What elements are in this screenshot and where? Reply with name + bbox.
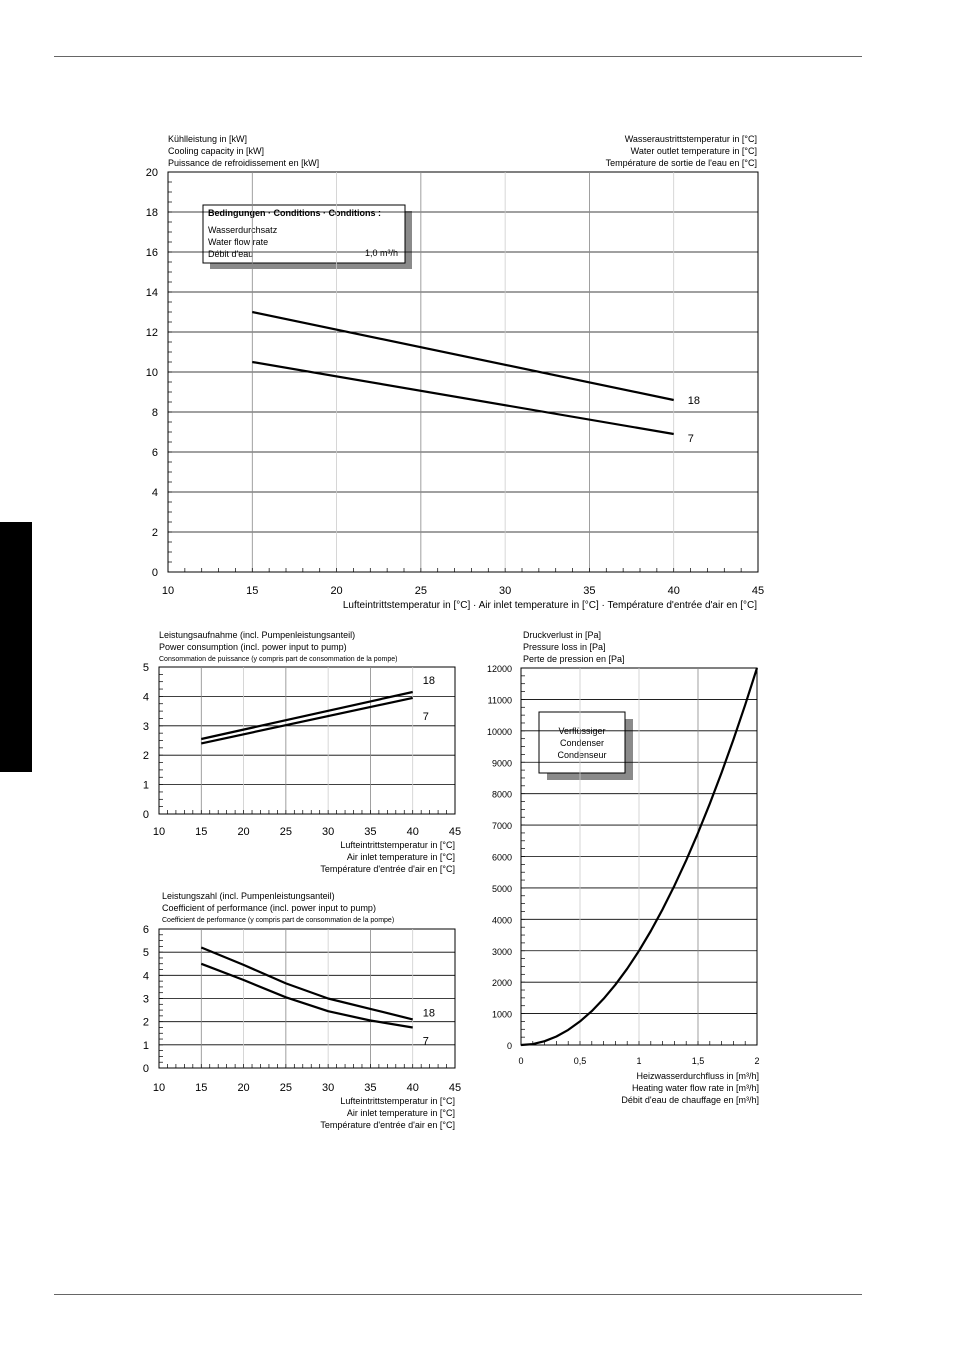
cop-ylabel-fr: Coefficient de performance (y compris part de consommation de la pompe): [162, 917, 395, 924]
pressure-ytick-label: 0: [506, 1041, 512, 1051]
conditions-title: Bedingungen · Conditions · Conditions :: [208, 208, 381, 218]
pressure-xlabel-en: Heating water flow rate in [m³/h]: [631, 1083, 759, 1093]
cop-ylabel-de: Leistungszahl (incl. Pumpenleistungsanteil): [162, 891, 335, 901]
cop-ytick-label: 0: [142, 1063, 149, 1075]
pressure-ytick-label: 11000: [487, 695, 512, 706]
pressure-ytick-label: 1000: [491, 1009, 512, 1020]
power-plot-frame: [159, 667, 455, 814]
cop-xtick-label: 10: [152, 1082, 166, 1094]
conditions-line-en: Water flow rate: [208, 237, 269, 247]
power-xlabel-en: Air inlet temperature in [°C]: [346, 852, 455, 862]
cop-ytick-label: 5: [142, 947, 149, 960]
pressure-ytick-label: 7000: [491, 821, 512, 832]
cop-series-label-7: 7: [422, 1035, 429, 1048]
pressure-ytick-label: 8000: [491, 789, 512, 800]
power-ytick-label: 0: [142, 809, 149, 821]
cop-xtick-label: 35: [364, 1082, 377, 1094]
power-xtick-label: 35: [364, 826, 377, 838]
conditions-line-fr: Débit d'eau: [208, 249, 254, 259]
power-xtick-label: 30: [322, 826, 335, 838]
pressure-ytick-label: 6000: [491, 852, 512, 863]
cop-series-line-18: [201, 948, 412, 1020]
pressure-ylabel-de: Druckverlust in [Pa]: [523, 630, 602, 640]
power-series-label-18: 18: [422, 674, 435, 687]
cooling-xtick-label: 10: [161, 585, 175, 597]
cooling-series-label-18: 18: [687, 395, 700, 407]
pressure-ytick-label: 5000: [491, 883, 512, 894]
pressure-xtick-label: 1: [636, 1056, 642, 1066]
condenser-box-line-de: Verflüssiger: [558, 726, 606, 736]
pressure-xtick-label: 0,5: [573, 1056, 587, 1066]
cooling-ytick-label: 0: [151, 567, 158, 579]
power-series-line-18: [201, 692, 412, 739]
cooling-xtick-label: 40: [667, 585, 680, 597]
power-ylabel-fr: Consommation de puissance (y compris part de consommation de la pompe): [159, 656, 398, 663]
power-ylabel-de: Leistungsaufnahme (incl. Pumpenleistungsanteil): [159, 630, 356, 640]
cooling-series-line-7: [252, 362, 673, 434]
cooling-legend-title-en: Water outlet temperature in [°C]: [630, 146, 757, 156]
cooling-series-label-7: 7: [687, 433, 694, 445]
power-series-label-7: 7: [422, 710, 429, 723]
cooling-ytick-label: 16: [145, 247, 158, 259]
cooling-xtick-label: 15: [246, 585, 259, 597]
cop-series-line-7: [201, 964, 412, 1028]
power-ylabel-en: Power consumption (incl. power input to pump): [159, 642, 347, 652]
power-ytick-label: 3: [142, 720, 149, 733]
pressure-ytick-label: 9000: [491, 758, 512, 769]
pressure-ytick-label: 2000: [491, 978, 512, 989]
cooling-xtick-label: 25: [414, 585, 427, 597]
cooling-ytick-label: 6: [151, 447, 158, 459]
power-chart: [143, 630, 461, 874]
conditions-line-de: Wasserdurchsatz: [208, 225, 278, 235]
pressure-ytick-label: 4000: [491, 915, 512, 926]
pressure-ylabel-en: Pressure loss in [Pa]: [523, 642, 606, 652]
pressure-ytick-label: 12000: [486, 664, 512, 674]
cooling-legend-title-fr: Température de sortie de l'eau en [°C]: [605, 158, 757, 168]
cooling-xtick-label: 30: [499, 585, 512, 597]
cooling-ylabel-fr: Puissance de refroidissement en [kW]: [168, 158, 320, 168]
power-ytick-label: 2: [142, 750, 149, 763]
power-xtick-label: 40: [406, 826, 419, 838]
power-ytick-label: 1: [142, 779, 149, 792]
cooling-ylabel-de: Kühlleistung in [kW]: [168, 134, 248, 144]
cop-ylabel-en: Coefficient of performance (incl. power input to pump): [162, 903, 376, 913]
cooling-series-line-18: [252, 312, 673, 400]
cop-xlabel-en: Air inlet temperature in [°C]: [346, 1108, 455, 1118]
cooling-xtick-label: 35: [583, 585, 596, 597]
pressure-xlabel-fr: Débit d'eau de chauffage en [m³/h]: [621, 1095, 759, 1105]
power-xlabel-fr: Température d'entrée d'air en [°C]: [320, 864, 455, 874]
conditions-value: 1,0 m³/h: [364, 248, 398, 258]
cooling-ytick-label: 2: [151, 527, 158, 539]
cop-xtick-label: 20: [237, 1082, 250, 1094]
cop-xtick-label: 30: [322, 1082, 335, 1094]
cooling-ytick-label: 8: [151, 407, 158, 419]
power-xtick-label: 10: [152, 826, 166, 838]
pressure-xlabel-de: Heizwasserdurchfluss in [m³/h]: [636, 1071, 759, 1081]
power-xlabel-de: Lufteintrittstemperatur in [°C]: [340, 840, 455, 850]
cooling-xlabel: Lufteintrittstemperatur in [°C] · Air inlet temperature in [°C] · Température d'entrée d'air en [°C]: [342, 600, 757, 611]
cooling-ytick-label: 20: [145, 167, 158, 179]
cooling-ytick-label: 18: [145, 207, 158, 219]
cooling-xtick-label: 20: [330, 585, 343, 597]
pressure-ytick-label: 3000: [491, 946, 512, 957]
condenser-box: [539, 712, 633, 780]
cop-series-label-18: 18: [422, 1007, 435, 1020]
power-xtick-label: 45: [448, 826, 462, 838]
cooling-legend-title-de: Wasseraustrittstemperatur in [°C]: [624, 134, 757, 144]
power-ytick-label: 4: [142, 691, 149, 704]
cop-xtick-label: 45: [448, 1082, 462, 1094]
cop-xtick-label: 15: [195, 1082, 208, 1094]
cop-chart: [143, 891, 461, 1130]
cop-ytick-label: 1: [142, 1039, 149, 1052]
pressure-xtick-label: 0: [518, 1056, 524, 1066]
cop-ytick-label: 2: [142, 1016, 149, 1029]
power-series-line-7: [201, 698, 412, 744]
cooling-xtick-label: 45: [751, 585, 765, 597]
cop-ytick-label: 4: [142, 970, 149, 983]
power-xtick-label: 15: [195, 826, 208, 838]
cop-ytick-label: 3: [142, 993, 149, 1006]
condenser-box-line-en: Condenser: [559, 738, 605, 748]
cooling-ytick-label: 14: [145, 287, 158, 299]
cooling-conditions-box: [203, 205, 412, 269]
condenser-box-line-fr: Condenseur: [557, 750, 607, 760]
cooling-ytick-label: 12: [145, 327, 158, 339]
power-xtick-label: 20: [237, 826, 250, 838]
pressure-ylabel-fr: Perte de pression en [Pa]: [523, 654, 625, 664]
cop-xlabel-fr: Température d'entrée d'air en [°C]: [320, 1120, 455, 1130]
pressure-xtick-label: 2: [754, 1056, 760, 1066]
power-xtick-label: 25: [279, 826, 292, 838]
cooling-ytick-label: 10: [145, 367, 158, 379]
cooling-ytick-label: 4: [151, 487, 158, 499]
cop-xlabel-de: Lufteintrittstemperatur in [°C]: [340, 1096, 455, 1106]
cooling-ylabel-en: Cooling capacity in [kW]: [168, 146, 265, 156]
cooling-chart: [146, 134, 764, 611]
cop-ytick-label: 6: [142, 924, 149, 936]
pressure-ytick-label: 10000: [486, 726, 512, 737]
cop-xtick-label: 40: [406, 1082, 419, 1094]
cop-xtick-label: 25: [279, 1082, 292, 1094]
pressure-chart: [487, 630, 760, 1105]
pressure-xtick-label: 1,5: [691, 1056, 705, 1066]
power-ytick-label: 5: [142, 662, 149, 674]
